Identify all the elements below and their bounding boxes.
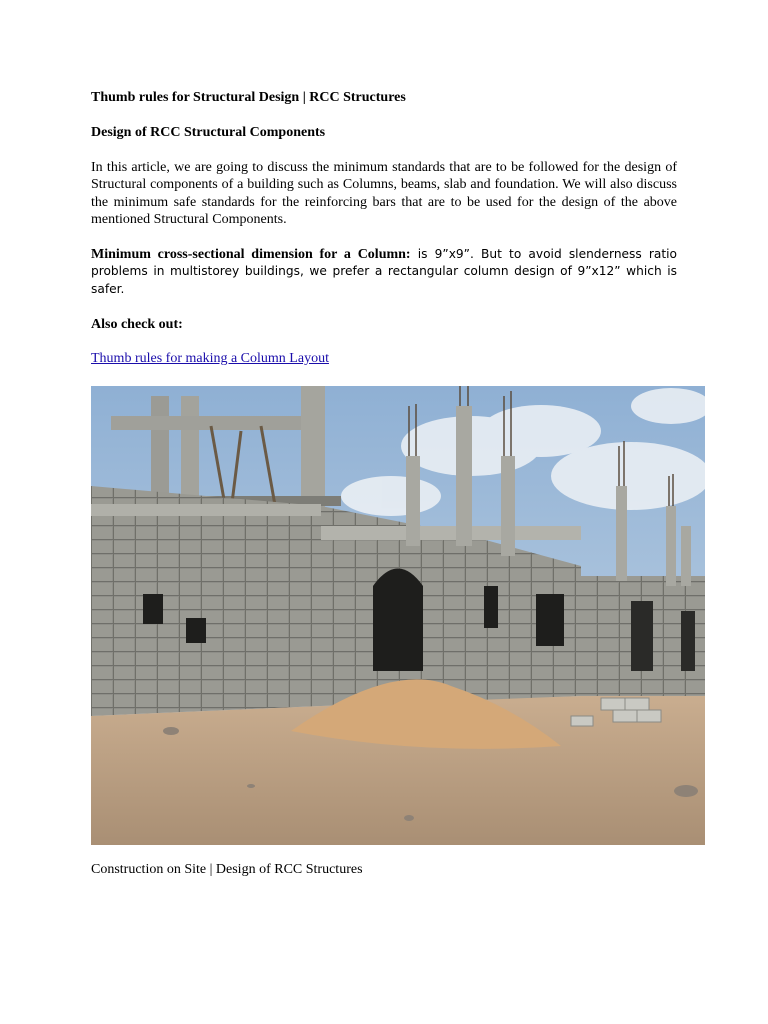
column-text: is 9”x9”. But to avoid slenderness ratio problems in multistorey buildings, we prefer a rectangular column design of 9”x12” which is safer. [91, 247, 677, 296]
photo-caption: Construction on Site | Design of RCC Structures [91, 862, 363, 877]
document-title: Thumb rules for Structural Design | RCC Structures [91, 90, 406, 105]
column-layout-link[interactable]: Thumb rules for making a Column Layout [91, 351, 329, 366]
construction-site-photo [91, 386, 705, 845]
construction-site-illustration [91, 386, 705, 845]
column-paragraph [91, 246, 677, 298]
column-heading: Minimum cross-sectional dimension for a Column: [91, 247, 411, 262]
intro-paragraph: In this article, we are going to discuss the minimum standards that are to be followed for the design of Structural components of a building such as Columns, beams, slab and foundation. We will also discuss the minimum safe standards for the reinforcing bars that are to be used for the design of the above mentioned Structural Components. [91, 160, 677, 228]
also-check-label: Also check out: [91, 317, 183, 332]
section-heading: Design of RCC Structural Components [91, 125, 326, 140]
